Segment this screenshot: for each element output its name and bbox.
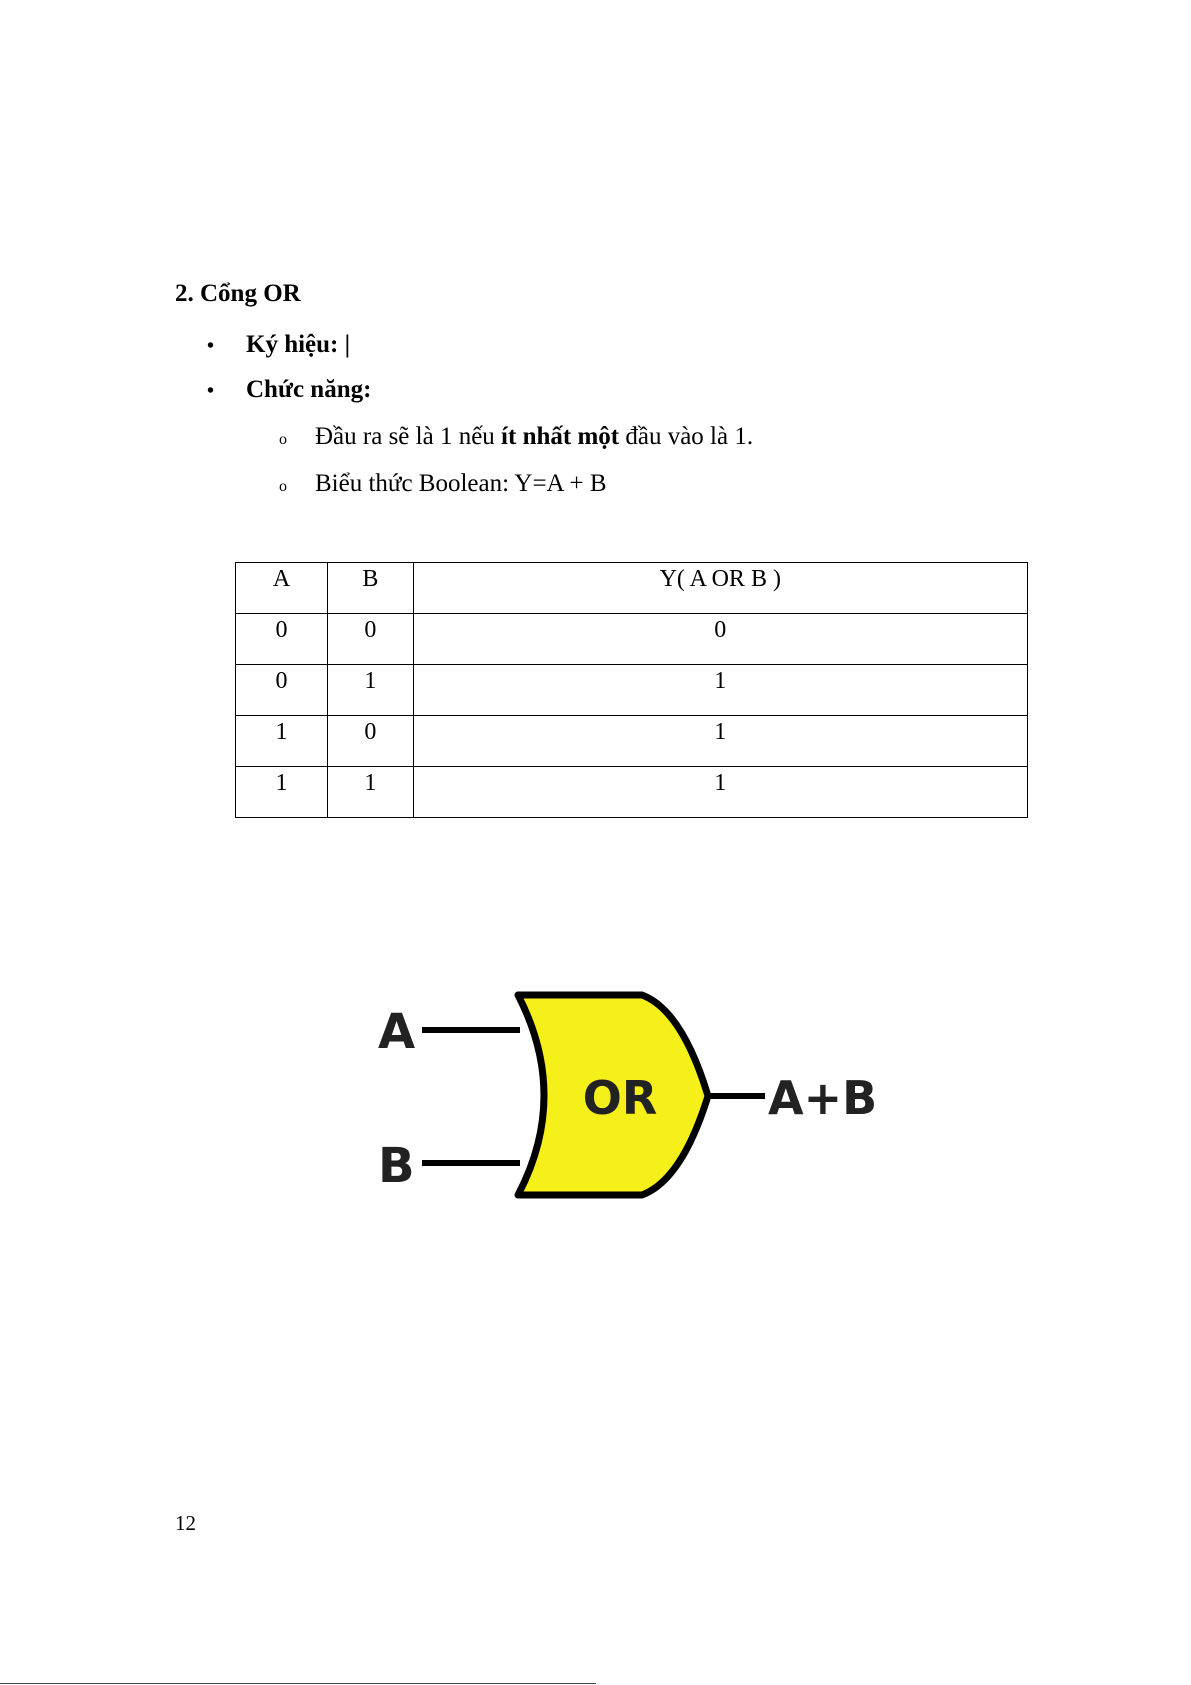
bullet-function-label: Chức năng: xyxy=(246,376,372,403)
table-cell: 1 xyxy=(236,767,328,818)
bullet-function xyxy=(207,374,371,407)
bullet-dot-icon: • xyxy=(207,380,215,402)
table-row xyxy=(236,767,1028,818)
text-emphasis: ít nhất một xyxy=(501,423,620,450)
section-heading: 2. Cổng OR xyxy=(175,280,301,307)
table-header-row xyxy=(236,563,1028,614)
table-row xyxy=(236,716,1028,767)
sub-bullet-output-rule-text xyxy=(315,421,753,453)
footer-divider xyxy=(0,1683,596,1684)
bullet-dot-icon: • xyxy=(207,335,215,357)
truth-table xyxy=(235,562,1028,818)
table-cell: 1 xyxy=(236,716,328,767)
sub-bullet-boolean-expr xyxy=(279,468,607,503)
page-number: 12 xyxy=(175,1511,196,1535)
sub-bullet-circle-icon: o xyxy=(279,431,287,448)
table-cell: 0 xyxy=(236,665,328,716)
table-cell: 0 xyxy=(328,716,413,767)
sub-bullet-output-rule xyxy=(279,421,753,456)
column-header-y: Y( A OR B ) xyxy=(413,563,1027,614)
table-cell: 1 xyxy=(413,767,1027,818)
bullet-symbol xyxy=(207,329,350,362)
input-a-label: A xyxy=(378,1004,416,1060)
table-cell: 0 xyxy=(413,614,1027,665)
table-cell: 1 xyxy=(328,665,413,716)
table-row xyxy=(236,665,1028,716)
sub-bullet-boolean-expr-text: Biểu thức Boolean: Y=A + B xyxy=(315,470,607,497)
table-cell: 0 xyxy=(236,614,328,665)
column-header-a: A xyxy=(236,563,328,614)
table-cell: 1 xyxy=(328,767,413,818)
sub-bullet-circle-icon: o xyxy=(279,478,287,495)
output-label: A+B xyxy=(768,1071,878,1125)
table-cell: 1 xyxy=(413,716,1027,767)
bullet-symbol-label: Ký hiệu: | xyxy=(246,331,351,358)
table-cell: 1 xyxy=(413,665,1027,716)
gate-label: OR xyxy=(582,1071,658,1125)
table-cell: 0 xyxy=(328,614,413,665)
or-gate-diagram xyxy=(370,980,890,1210)
text-after: đầu vào là 1. xyxy=(619,423,754,450)
table-row xyxy=(236,614,1028,665)
column-header-b: B xyxy=(328,563,413,614)
input-b-label: B xyxy=(378,1138,415,1194)
text-before: Đầu ra sẽ là 1 nếu xyxy=(315,423,502,450)
